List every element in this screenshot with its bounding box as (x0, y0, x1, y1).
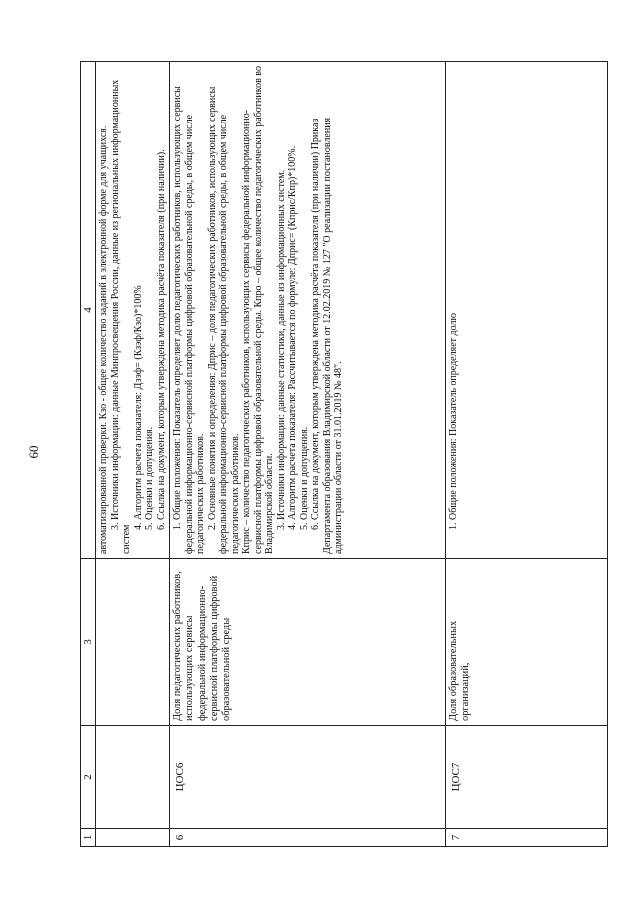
header-cell-2: 2 (81, 726, 96, 829)
method-text: 6. Ссылка на документ, которым утверждена методика расчёта показателя (при наличии) Приказ Департамента образования Владимирской области от 12.02.2019 № 127 "О реализации постановления администрации области от 31.01.2019 № 48". (310, 117, 344, 554)
method-text: 3. Источники информации: данные статистики, данные из информационных систем. (275, 169, 287, 530)
continuation-cell-3 (96, 559, 170, 726)
row-number: 6 (170, 829, 446, 847)
continuation-method-cell (96, 62, 170, 559)
continuation-row (96, 62, 170, 847)
header-cell-4: 4 (81, 62, 96, 559)
method-text: 3. Источники информации: данные Минпросвещения России, данные из региональных информационных систем (109, 79, 132, 554)
continuation-cell-1 (96, 829, 170, 847)
header-row (81, 62, 96, 847)
method-text: Кприс – количество педагогических работников, использующих сервисы федеральной информационно-сервисной платформы цифровой образовательной среды. Кпро – общее количество педагогических работников во Владимирской области. (241, 66, 275, 554)
rotated-table-container (80, 62, 608, 847)
header-cell-1: 1 (81, 829, 96, 847)
indicator-name: Доля педагогических работников, использующих сервисы федеральной информационно-сервисной платформы цифровой образовательной среды (170, 559, 446, 726)
method-text: 2. Основные понятия и определения: Дприс – доля педагогических работников, использующих сервисы федеральной информационно-сервисной платформы цифровой образовательной среды, в общем числе педагогических работников. (206, 86, 241, 554)
indicator-method (170, 62, 446, 559)
row-number: 7 (446, 829, 608, 847)
method-text: 4. Алгоритм расчета показателя: Дзэф= (Кзэф/Кзо)*100% (132, 285, 144, 530)
method-text: 5. Оценки и допущения. (298, 426, 310, 530)
continuation-cell-2 (96, 726, 170, 829)
table-row (170, 62, 446, 847)
indicator-table (80, 61, 608, 847)
indicator-method (446, 62, 608, 559)
indicator-name: Доля образовательных организаций, (446, 559, 608, 726)
method-text: 1. Общие положения: Показатель определяет долю (448, 313, 459, 530)
page-number: 60 (26, 445, 41, 459)
method-text: автоматизированной проверки. Кзо - общее количество заданий в электронной форме для учащихся. (98, 125, 109, 554)
method-text: 1. Общие положения: Показатель определяет долю педагогических работников, использующих сервисы федеральной информационно-сервисной платформы цифровой образовательной среды, в общем числе педагогических работников. (172, 86, 206, 554)
indicator-code: ЦОС6 (170, 726, 446, 829)
indicator-code: ЦОС7 (446, 726, 608, 829)
table-row (446, 62, 608, 847)
method-text: 4. Алгоритм расчета показателя: Рассчитывается по формуле: Дприс= (Кприс/Кпр)*100%. (287, 145, 298, 530)
method-text: 5. Оценки и допущения. (144, 426, 155, 530)
method-text: 6. Ссылка на документ, которым утверждена методика расчёта показателя (при наличии). (155, 149, 167, 530)
header-cell-3: 3 (81, 559, 96, 726)
